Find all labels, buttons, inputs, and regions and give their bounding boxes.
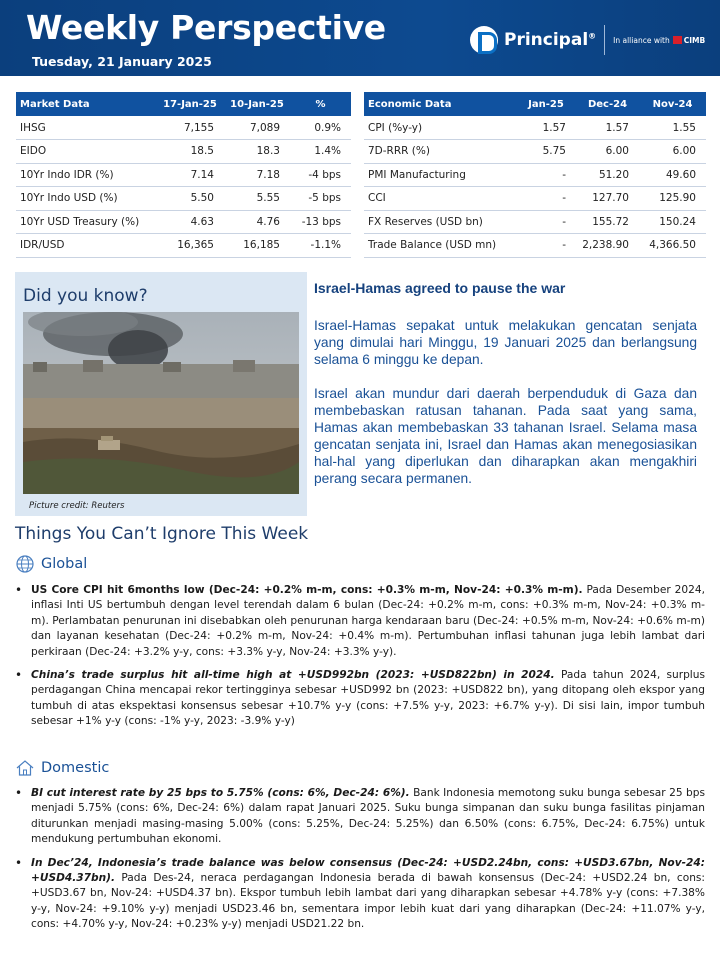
brand-name: Principal® — [504, 30, 597, 50]
column-header: Dec-24 — [576, 92, 639, 116]
table-header-row — [364, 92, 706, 116]
column-header: Economic Data — [364, 92, 516, 116]
table-cell: 0.9% — [290, 116, 351, 140]
table-cell: 18.3 — [224, 140, 290, 164]
globe-icon — [15, 554, 35, 574]
table-row — [364, 234, 706, 258]
row-label: PMI Manufacturing — [364, 163, 516, 187]
column-header: % — [290, 92, 351, 116]
table-row — [16, 140, 351, 164]
story-body — [314, 317, 697, 487]
page-title: Weekly Perspective — [26, 8, 386, 47]
column-header: Jan-25 — [516, 92, 576, 116]
column-header: 17-Jan-25 — [156, 92, 224, 116]
table-cell: 16,185 — [224, 234, 290, 258]
table-cell: 155.72 — [576, 210, 639, 234]
publish-date: Tuesday, 21 January 2025 — [32, 54, 212, 69]
cimb-logo-icon — [673, 36, 682, 44]
table-cell: 16,365 — [156, 234, 224, 258]
row-label: CPI (%y-y) — [364, 116, 516, 140]
table-cell: 7.14 — [156, 163, 224, 187]
section-title: Things You Can’t Ignore This Week — [15, 524, 309, 544]
table-row — [364, 210, 706, 234]
row-label: EIDO — [16, 140, 156, 164]
table-cell: - — [516, 187, 576, 211]
table-cell: 5.55 — [224, 187, 290, 211]
list-item: • China’s trade surplus hit all-time high at +USD992bn (2023: +USD822bn) in 2024. Pada tahun 2024, surplus perdagangan China mencapai rekor tertingginya sebesar +USD992 bn (2023: +USD822 bn), yang ditopang oleh ekspor yang tumbuh di atas ekspektasi konsensus sebesar +10.7% y-y (cons: +7.5% y-y, 2023: +6.7% y-y). Di sisi lain, impor tumbuh sebesar +1% y-y (cons: -1% y-y, 2023: -3.9% y-y) — [15, 668, 705, 730]
table-cell: 6.00 — [639, 140, 706, 164]
table-row — [16, 163, 351, 187]
table-row — [16, 210, 351, 234]
story-paragraph: Israel akan mundur dari daerah berpenduduk di Gaza dan membebaskan ratusan tahanan. Pada saat yang sama, Hamas akan membebaskan 33 tahanan Israel. Selama masa gencatan senjata ini, Israel dan Hamas akan menegosiasikan hal-hal yang diperlukan dan diharapkan akan mengakhiri perang secara permanen. — [314, 386, 697, 486]
row-label: 10Yr USD Treasury (%) — [16, 210, 156, 234]
story-paragraph: Israel-Hamas sepakat untuk melakukan gencatan senjata yang dimulai hari Minggu, 19 Januari 2025 dan berlangsung selama 6 minggu ke depan. — [314, 318, 697, 367]
table-cell: 1.4% — [290, 140, 351, 164]
domestic-bullets — [15, 786, 705, 933]
table-cell: 4,366.50 — [639, 234, 706, 258]
table-header-row — [16, 92, 351, 116]
table-cell: -4 bps — [290, 163, 351, 187]
table-cell: 7,155 — [156, 116, 224, 140]
row-label: CCI — [364, 187, 516, 211]
did-you-know-title: Did you know? — [23, 286, 148, 306]
table-cell: 7,089 — [224, 116, 290, 140]
market-data-table — [16, 92, 351, 258]
list-item: • US Core CPI hit 6months low (Dec-24: +0.2% m-m, cons: +0.3% m-m, Nov-24: +0.3% m-m). Pada Desember 2024, inflasi Inti US bertumbuh dengan level terendah dalam 6 bulan (Dec-24: +0.2% m-m, cons: +0.3% m-m, Nov-24: +0.3% m-m). Perlambatan penurunan ini disebabkan oleh penurunan harga kendaraan baru (Dec-24: +0.5% m-m, Nov-24: +0.6% m-m) dan layanan kesehatan (Dec-24: +0.2% m-m, Nov-24: +0.4% m-m). Pertumbuhan inflasi tahunan juga lebih lambat dari perkiraan (Dec-24: +3.2% y-y, cons: +3.3% y-y, Nov-24: +3.3% y-y). — [15, 583, 705, 660]
column-header: 10-Jan-25 — [224, 92, 290, 116]
domestic-label: Domestic — [41, 760, 110, 776]
table-cell: 49.60 — [639, 163, 706, 187]
column-header: Nov-24 — [639, 92, 706, 116]
principal-logo — [470, 24, 705, 56]
home-icon — [15, 758, 35, 778]
column-header: Market Data — [16, 92, 156, 116]
list-item: • In Dec’24, Indonesia’s trade balance was below consensus (Dec-24: +USD2.24bn, cons: +USD3.67bn, Nov-24: +USD4.37bn). Pada Des-24, neraca perdagangan Indonesia berada di bawah konsensus (Dec-24: +USD2.24 bn, cons: +USD3.67 bn, Nov-24: +USD4.37 bn). Ekspor tumbuh lebih lambat dari yang diharapkan sebesar +4.78% y-y (cons: +7.38% y-y, Nov-24: +9.10% y-y) menjadi USD23.46 bn, sementara impor lebih kuat dari yang diharapkan (Dec-24: +11.07% y-y, cons: +4.70% y-y, Nov-24: +0.23% y-y) menjadi USD21.22 bn. — [15, 856, 705, 933]
table-cell: -5 bps — [290, 187, 351, 211]
table-row — [16, 116, 351, 140]
logo-divider — [604, 25, 605, 55]
row-label: 10Yr Indo IDR (%) — [16, 163, 156, 187]
alliance-text: In alliance with CIMB — [613, 35, 706, 45]
row-label: IHSG — [16, 116, 156, 140]
table-cell: 6.00 — [576, 140, 639, 164]
row-label: FX Reserves (USD bn) — [364, 210, 516, 234]
table-cell: -1.1% — [290, 234, 351, 258]
principal-logo-icon — [470, 26, 498, 54]
table-cell: 7.18 — [224, 163, 290, 187]
table-cell: 127.70 — [576, 187, 639, 211]
table-cell: 150.24 — [639, 210, 706, 234]
table-cell: - — [516, 163, 576, 187]
global-label: Global — [41, 556, 88, 572]
table-row — [364, 116, 706, 140]
story-headline: Israel-Hamas agreed to pause the war — [314, 280, 566, 296]
table-cell: - — [516, 234, 576, 258]
table-row — [16, 187, 351, 211]
table-cell: 2,238.90 — [576, 234, 639, 258]
table-cell: 4.63 — [156, 210, 224, 234]
row-label: 7D-RRR (%) — [364, 140, 516, 164]
table-cell: - — [516, 210, 576, 234]
header-banner — [0, 0, 720, 76]
table-cell: 1.55 — [639, 116, 706, 140]
row-label: 10Yr Indo USD (%) — [16, 187, 156, 211]
table-cell: 18.5 — [156, 140, 224, 164]
table-row — [364, 187, 706, 211]
global-bullets — [15, 583, 705, 730]
table-cell: 5.50 — [156, 187, 224, 211]
domestic-subheading — [15, 758, 109, 778]
global-subheading — [15, 554, 87, 574]
row-label: Trade Balance (USD mn) — [364, 234, 516, 258]
table-cell: 125.90 — [639, 187, 706, 211]
did-you-know-panel — [15, 272, 307, 516]
economic-data-table — [364, 92, 706, 258]
table-cell: 1.57 — [516, 116, 576, 140]
table-cell: 4.76 — [224, 210, 290, 234]
row-label: IDR/USD — [16, 234, 156, 258]
table-cell: -13 bps — [290, 210, 351, 234]
table-row — [364, 163, 706, 187]
table-cell: 1.57 — [576, 116, 639, 140]
table-cell: 51.20 — [576, 163, 639, 187]
table-row — [364, 140, 706, 164]
table-row — [16, 234, 351, 258]
news-photo — [23, 312, 299, 494]
list-item: • BI cut interest rate by 25 bps to 5.75% (cons: 6%, Dec-24: 6%). Bank Indonesia memotong suku bunga sebesar 25 bps menjadi 5.75% (cons: 6%, Dec-24: 6%) dalam rapat Januari 2025. Suku bunga simpanan dan suku bunga fasilitas pinjaman diturunkan menjadi masing-masing 5.00% (cons: 5.25%, Dec-24: 5.25%) dan 6.50% (cons: 6.75%, Dec-24: 6.75%) untuk mendukung pertumbuhan ekonomi. — [15, 786, 705, 848]
table-cell: 5.75 — [516, 140, 576, 164]
picture-credit: Picture credit: Reuters — [29, 501, 125, 511]
